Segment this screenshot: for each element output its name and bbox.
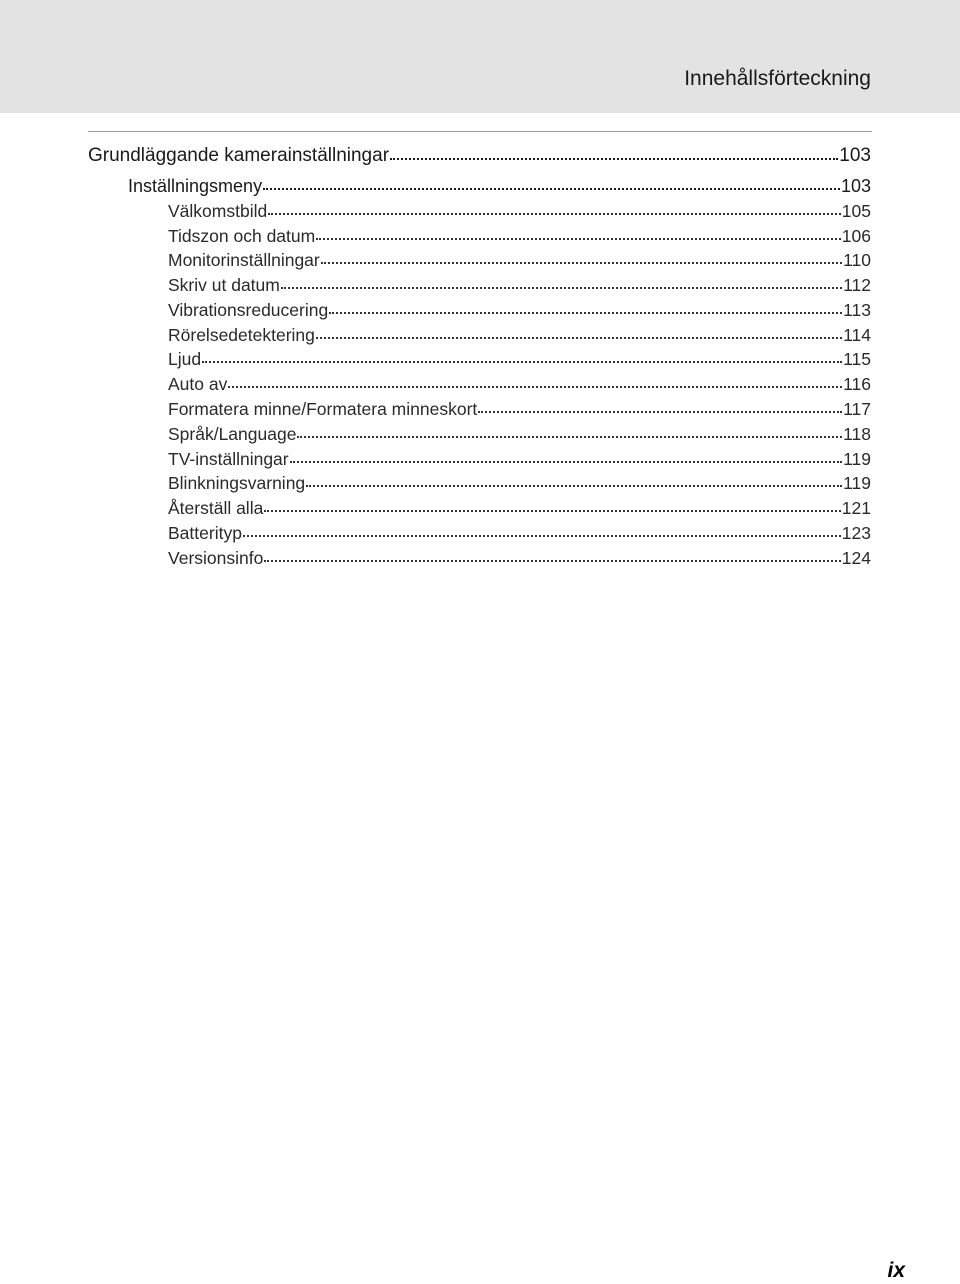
toc-leader-dots <box>478 411 842 413</box>
toc-entry-label: Vibrationsreducering <box>168 300 329 320</box>
toc-entry[interactable] <box>88 143 871 169</box>
toc-entry[interactable] <box>168 298 871 323</box>
toc-leader-dots <box>268 213 841 215</box>
toc-entry-page: 119 <box>843 473 871 493</box>
toc-entry[interactable] <box>168 422 871 447</box>
toc-entry[interactable] <box>168 521 871 546</box>
toc-entry[interactable] <box>168 372 871 397</box>
toc-entry-page: 118 <box>843 424 871 444</box>
toc-entry-page: 106 <box>841 226 871 246</box>
toc-leader-dots <box>329 312 842 314</box>
toc-leader-dots <box>281 287 842 289</box>
toc-entry-label: TV-inställningar <box>168 449 289 469</box>
toc-leader-dots <box>228 386 842 388</box>
toc-leader-dots <box>264 510 840 512</box>
toc-leader-dots <box>316 238 841 240</box>
toc-entry-page: 114 <box>843 325 871 345</box>
toc-entry-label: Batterityp <box>168 523 242 543</box>
toc-entry[interactable] <box>168 248 871 273</box>
toc-entry[interactable] <box>168 447 871 472</box>
toc-entry-page: 119 <box>843 449 871 469</box>
toc-entry-page: 103 <box>839 145 871 166</box>
toc-entry-label: Blinkningsvarning <box>168 473 306 493</box>
toc-entry-page: 103 <box>840 176 871 196</box>
toc-entry-label: Grundläggande kamerainställningar <box>88 145 390 166</box>
toc-entry-label: Versionsinfo <box>168 548 264 568</box>
toc-entry-label: Språk/Language <box>168 424 297 444</box>
toc-entry-page: 117 <box>843 399 871 419</box>
toc-entry-page: 115 <box>843 349 871 369</box>
toc-leader-dots <box>290 461 842 463</box>
toc-entry[interactable] <box>168 546 871 571</box>
toc-entry-label: Inställningsmeny <box>128 176 263 196</box>
toc-leader-dots <box>306 485 842 487</box>
toc-entry-label: Tidszon och datum <box>168 226 316 246</box>
toc-entry[interactable] <box>168 471 871 496</box>
toc-entry[interactable] <box>168 273 871 298</box>
toc-entry-page: 112 <box>843 275 871 295</box>
header-divider <box>88 131 872 132</box>
toc-entry-page: 113 <box>843 300 871 320</box>
toc-entry-page: 105 <box>841 201 871 221</box>
toc-entry[interactable] <box>168 496 871 521</box>
toc-leader-dots <box>390 158 838 160</box>
toc-entry-page: 116 <box>843 374 871 394</box>
toc-entry-page: 124 <box>841 548 871 568</box>
toc-entry-label: Välkomstbild <box>168 201 268 221</box>
page-title: Innehållsförteckning <box>684 67 871 90</box>
toc-entry[interactable] <box>168 397 871 422</box>
toc-entry-page: 121 <box>841 498 871 518</box>
toc-entry-label: Rörelsedetektering <box>168 325 315 345</box>
page-number: ix <box>887 1259 905 1282</box>
toc-leader-dots <box>321 262 842 264</box>
toc-entry[interactable] <box>168 323 871 348</box>
toc-entry-label: Auto av <box>168 374 228 394</box>
toc-leader-dots <box>202 361 842 363</box>
toc-entry-label: Monitorinställningar <box>168 250 320 270</box>
toc-entry[interactable] <box>168 199 871 224</box>
toc-leader-dots <box>316 337 842 339</box>
toc-entry[interactable] <box>168 347 871 372</box>
toc-entry-label: Ljud <box>168 349 202 369</box>
toc-leader-dots <box>264 560 840 562</box>
toc-entry-label: Formatera minne/Formatera minneskort <box>168 399 478 419</box>
toc-leader-dots <box>243 535 841 537</box>
toc-entry[interactable] <box>128 173 871 199</box>
toc-entry[interactable] <box>168 224 871 249</box>
toc-leader-dots <box>263 188 840 190</box>
header-band <box>0 0 960 113</box>
toc-leader-dots <box>297 436 842 438</box>
toc-entry-page: 123 <box>841 523 871 543</box>
toc-entry-label: Återställ alla <box>168 498 264 518</box>
toc-entry-label: Skriv ut datum <box>168 275 280 295</box>
toc-entry-page: 110 <box>843 250 871 270</box>
